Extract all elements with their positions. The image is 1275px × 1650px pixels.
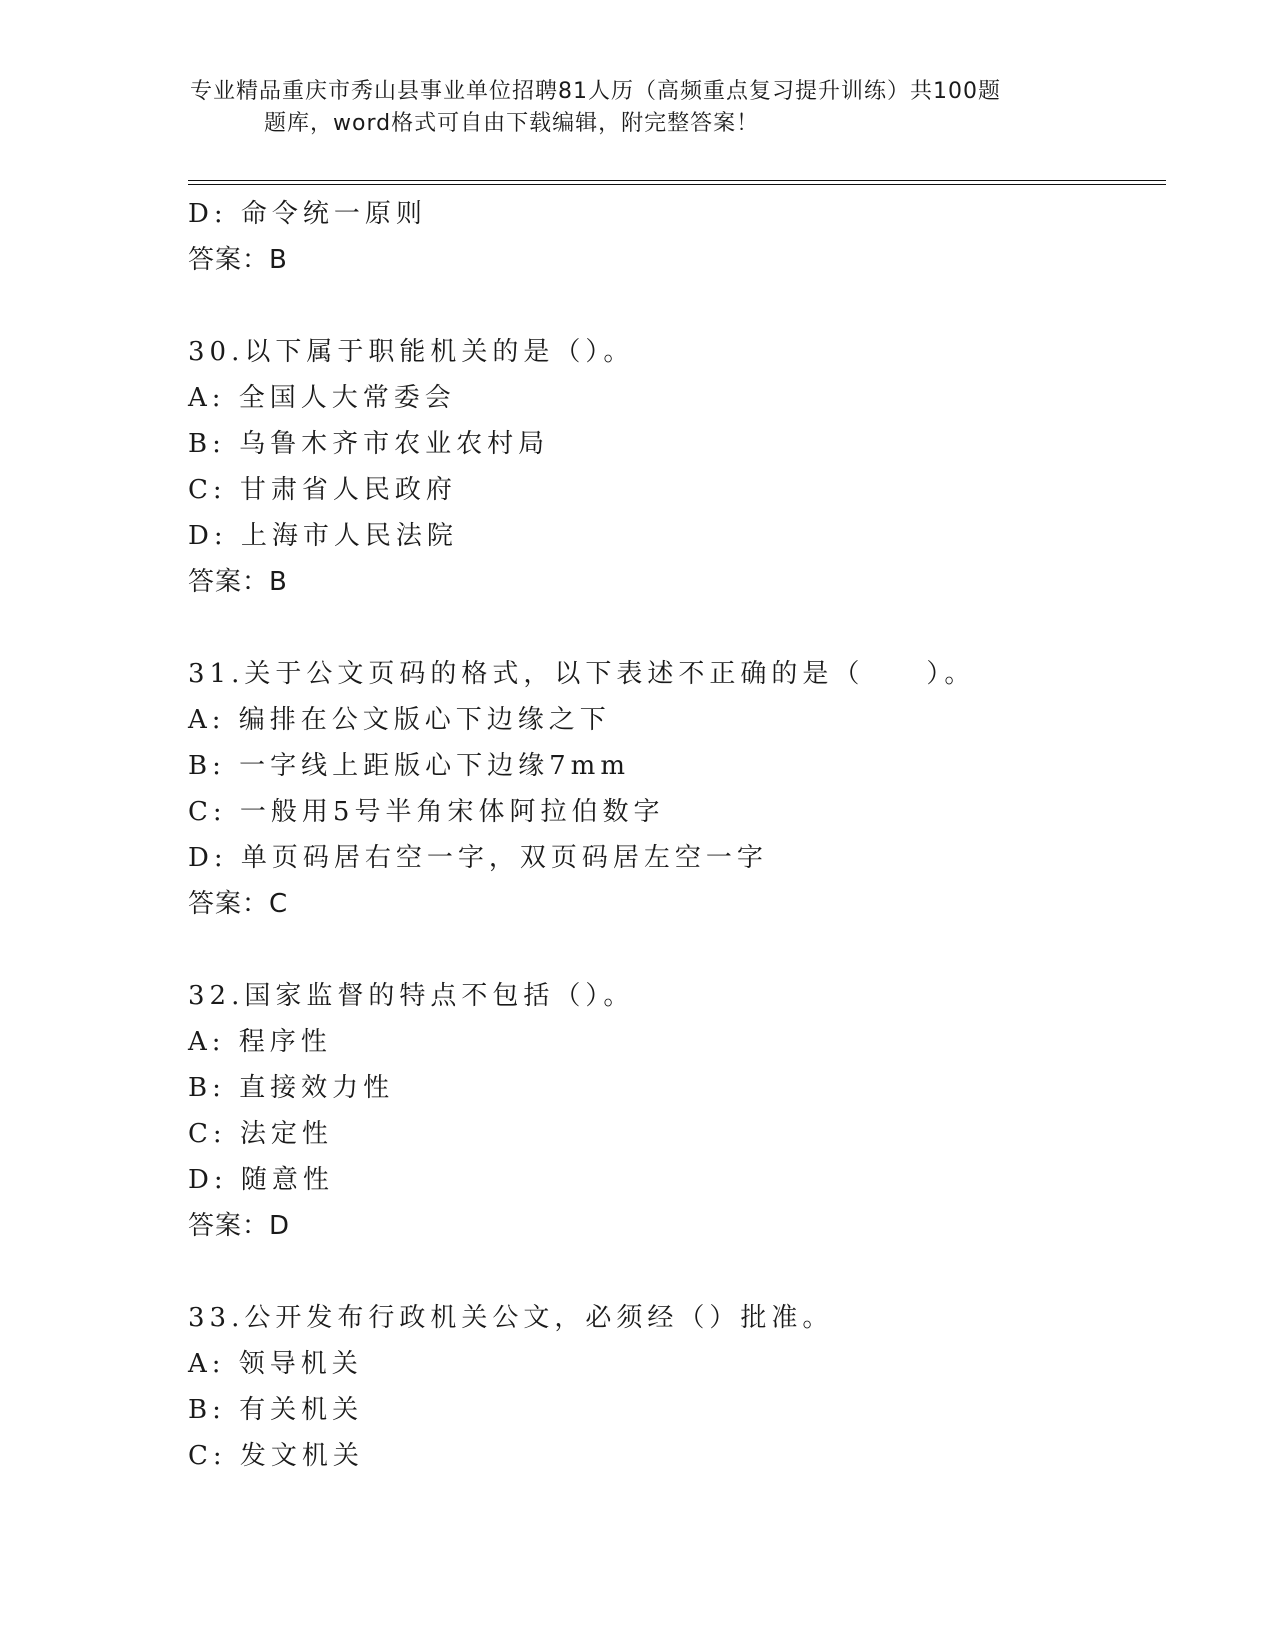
option-c: C: 法定性: [188, 1119, 333, 1149]
prev-answer: 答案：B: [188, 245, 288, 275]
header-divider-bottom: [188, 184, 1166, 185]
prev-option-d: D: 命令统一原则: [188, 199, 427, 229]
document-header: [190, 76, 1090, 140]
question-32: [188, 973, 1168, 1249]
option-c: C: 甘肃省人民政府: [188, 475, 457, 505]
option-b: B: 一字线上距版心下边缘7mm: [188, 751, 630, 781]
option-a: A: 全国人大常委会: [188, 383, 456, 413]
answer: 答案：D: [188, 1211, 291, 1241]
answer: 答案：C: [188, 889, 289, 919]
option-b: B: 直接效力性: [188, 1073, 395, 1103]
question-stem: 32.国家监督的特点不包括（）。: [188, 981, 635, 1011]
option-a: A: 编排在公文版心下边缘之下: [188, 705, 611, 735]
option-c: C: 一般用5号半角宋体阿拉伯数字: [188, 797, 665, 827]
question-stem: 31.关于公文页码的格式，以下表述不正确的是（ ）。: [188, 659, 976, 689]
spacer: [188, 927, 1168, 973]
option-a: A: 领导机关: [188, 1349, 363, 1379]
option-c: C: 发文机关: [188, 1441, 364, 1471]
question-33: [188, 1295, 1168, 1479]
option-b: B: 有关机关: [188, 1395, 364, 1425]
option-b: B: 乌鲁木齐市农业农村局: [188, 429, 550, 459]
spacer: [188, 1249, 1168, 1295]
header-title-line-2: 题库，word格式可自由下载编辑，附完整答案！: [264, 111, 760, 136]
header-title-line-1: 专业精品重庆市秀山县事业单位招聘81人历（高频重点复习提升训练）共100题: [190, 79, 1001, 104]
option-a: A: 程序性: [188, 1027, 332, 1057]
answer: 答案：B: [188, 567, 288, 597]
question-stem: 33.公开发布行政机关公文，必须经（）批准。: [188, 1303, 834, 1333]
spacer: [188, 283, 1168, 329]
spacer: [188, 605, 1168, 651]
question-stem: 30.以下属于职能机关的是（）。: [188, 337, 635, 367]
option-d: D: 上海市人民法院: [188, 521, 458, 551]
question-list: [188, 191, 1168, 1479]
question-30: [188, 329, 1168, 605]
header-divider-top: [188, 180, 1166, 181]
question-31: [188, 651, 1168, 927]
option-d: D: 随意性: [188, 1165, 334, 1195]
option-d: D: 单页码居右空一字，双页码居左空一字: [188, 843, 768, 873]
